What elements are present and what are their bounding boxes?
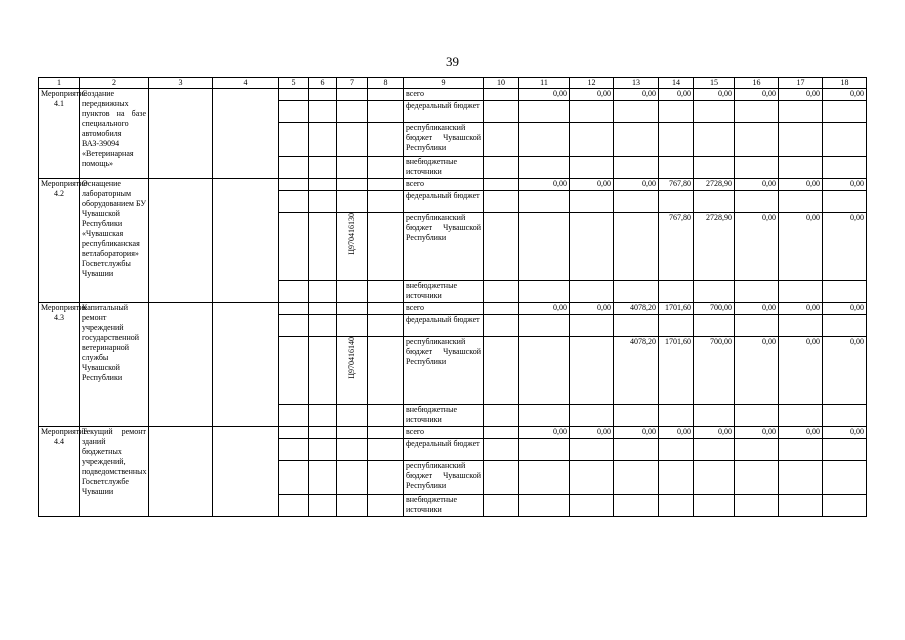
funding-source: федеральный бюджет — [404, 191, 484, 213]
amount-cell — [779, 495, 823, 517]
empty-cell — [309, 123, 337, 157]
empty-cell — [213, 427, 279, 517]
empty-cell — [368, 427, 404, 439]
empty-cell — [309, 89, 337, 101]
amount-cell — [519, 281, 570, 303]
amount-cell: 0,00 — [779, 427, 823, 439]
amount-cell: 0,00 — [519, 427, 570, 439]
empty-cell — [368, 101, 404, 123]
empty-cell — [368, 89, 404, 101]
funding-source: всего — [404, 179, 484, 191]
page-number: 39 — [446, 54, 459, 69]
amount-cell — [694, 315, 735, 337]
amount-cell — [614, 191, 659, 213]
measure-title: Капитальный ремонт учреждений государственной ветеринарной службы Чувашской Республики — [80, 303, 149, 427]
column-number: 4 — [213, 78, 279, 89]
amount-cell: 0,00 — [735, 213, 779, 281]
amount-cell — [659, 461, 694, 495]
amount-cell — [570, 191, 614, 213]
amount-cell — [694, 281, 735, 303]
amount-cell: 0,00 — [659, 427, 694, 439]
budget-code-cell — [337, 213, 368, 281]
empty-cell — [484, 179, 519, 191]
empty-cell — [279, 213, 309, 281]
amount-cell — [659, 191, 694, 213]
amount-cell: 0,00 — [735, 89, 779, 101]
amount-cell: 0,00 — [735, 427, 779, 439]
amount-cell — [570, 281, 614, 303]
amount-cell — [779, 101, 823, 123]
amount-cell — [570, 213, 614, 281]
amount-cell — [614, 495, 659, 517]
amount-cell — [659, 439, 694, 461]
amount-cell: 0,00 — [823, 303, 867, 315]
empty-cell — [309, 179, 337, 191]
amount-cell — [735, 315, 779, 337]
budget-table — [38, 77, 867, 517]
amount-cell: 0,00 — [779, 337, 823, 405]
amount-cell: 0,00 — [823, 179, 867, 191]
empty-cell — [149, 303, 213, 427]
amount-cell: 2728,90 — [694, 213, 735, 281]
funding-source: внебюджетные источники — [404, 405, 484, 427]
amount-cell — [735, 123, 779, 157]
empty-cell — [149, 89, 213, 179]
amount-cell — [519, 157, 570, 179]
column-number: 1 — [39, 78, 80, 89]
amount-cell — [779, 123, 823, 157]
measure-title: Текущий ремонт зданий бюджетных учреждений, подведомственных Госветслужбе Чувашии — [80, 427, 149, 517]
amount-cell: 0,00 — [779, 303, 823, 315]
empty-cell — [309, 461, 337, 495]
empty-cell — [279, 315, 309, 337]
empty-cell — [368, 191, 404, 213]
amount-cell — [519, 461, 570, 495]
funding-source: республиканский бюджет Чувашской Республики — [404, 461, 484, 495]
amount-cell — [735, 439, 779, 461]
empty-cell — [213, 303, 279, 427]
amount-cell — [519, 337, 570, 405]
amount-cell: 0,00 — [779, 89, 823, 101]
budget-code-cell — [337, 405, 368, 427]
column-number: 6 — [309, 78, 337, 89]
empty-cell — [279, 405, 309, 427]
amount-cell: 0,00 — [694, 89, 735, 101]
empty-cell — [484, 101, 519, 123]
empty-cell — [279, 427, 309, 439]
empty-cell — [309, 213, 337, 281]
empty-cell — [484, 315, 519, 337]
funding-source: внебюджетные источники — [404, 495, 484, 517]
empty-cell — [149, 179, 213, 303]
amount-cell — [519, 495, 570, 517]
amount-cell — [570, 495, 614, 517]
empty-cell — [368, 405, 404, 427]
amount-cell: 4078,20 — [614, 303, 659, 315]
empty-cell — [368, 213, 404, 281]
empty-cell — [279, 157, 309, 179]
funding-source: федеральный бюджет — [404, 439, 484, 461]
amount-cell — [659, 101, 694, 123]
amount-cell — [735, 157, 779, 179]
column-number: 12 — [570, 78, 614, 89]
amount-cell: 0,00 — [823, 427, 867, 439]
amount-cell — [519, 101, 570, 123]
amount-cell: 4078,20 — [614, 337, 659, 405]
empty-cell — [213, 89, 279, 179]
funding-source: всего — [404, 303, 484, 315]
measure-label: Мероприятие 4.1 — [39, 89, 80, 179]
budget-code-cell — [337, 101, 368, 123]
amount-cell: 0,00 — [519, 303, 570, 315]
empty-cell — [484, 281, 519, 303]
amount-cell — [570, 123, 614, 157]
amount-cell — [779, 157, 823, 179]
amount-cell — [694, 157, 735, 179]
amount-cell — [735, 495, 779, 517]
empty-cell — [368, 179, 404, 191]
amount-cell — [519, 439, 570, 461]
measure-title: Создание передвижных пунктов на базе специального автомобиля ВАЗ-39094 «Ветеринарная помощь» — [80, 89, 149, 179]
budget-code: Ц970416140 — [347, 337, 356, 379]
budget-code-cell — [337, 89, 368, 101]
empty-cell — [484, 89, 519, 101]
amount-cell — [659, 495, 694, 517]
amount-cell — [614, 123, 659, 157]
budget-code-cell — [337, 439, 368, 461]
empty-cell — [368, 123, 404, 157]
table-row — [39, 179, 867, 191]
empty-cell — [149, 427, 213, 517]
column-number: 16 — [735, 78, 779, 89]
amount-cell — [694, 439, 735, 461]
amount-cell — [570, 315, 614, 337]
budget-code-cell — [337, 123, 368, 157]
amount-cell: 2728,90 — [694, 179, 735, 191]
empty-cell — [484, 303, 519, 315]
budget-code-cell — [337, 179, 368, 191]
amount-cell — [519, 213, 570, 281]
empty-cell — [213, 179, 279, 303]
budget-code-cell — [337, 315, 368, 337]
amount-cell — [570, 337, 614, 405]
amount-cell — [823, 191, 867, 213]
empty-cell — [368, 337, 404, 405]
amount-cell: 0,00 — [694, 427, 735, 439]
amount-cell — [735, 191, 779, 213]
amount-cell: 0,00 — [519, 89, 570, 101]
budget-code-cell — [337, 427, 368, 439]
empty-cell — [309, 427, 337, 439]
amount-cell — [694, 495, 735, 517]
column-number: 7 — [337, 78, 368, 89]
empty-cell — [484, 495, 519, 517]
column-number: 8 — [368, 78, 404, 89]
table-row — [39, 89, 867, 101]
amount-cell: 1701,60 — [659, 303, 694, 315]
amount-cell — [694, 191, 735, 213]
empty-cell — [309, 337, 337, 405]
empty-cell — [484, 123, 519, 157]
amount-cell — [694, 101, 735, 123]
empty-cell — [309, 439, 337, 461]
amount-cell — [659, 157, 694, 179]
empty-cell — [368, 281, 404, 303]
amount-cell — [779, 405, 823, 427]
amount-cell — [570, 101, 614, 123]
amount-cell — [659, 405, 694, 427]
amount-cell: 0,00 — [570, 303, 614, 315]
funding-source: внебюджетные источники — [404, 281, 484, 303]
amount-cell: 1701,60 — [659, 337, 694, 405]
amount-cell: 0,00 — [779, 213, 823, 281]
amount-cell — [823, 495, 867, 517]
empty-cell — [309, 405, 337, 427]
amount-cell — [614, 101, 659, 123]
empty-cell — [279, 179, 309, 191]
amount-cell — [614, 281, 659, 303]
amount-cell: 767,80 — [659, 179, 694, 191]
empty-cell — [309, 303, 337, 315]
funding-source: всего — [404, 89, 484, 101]
amount-cell — [570, 461, 614, 495]
column-number: 17 — [779, 78, 823, 89]
empty-cell — [279, 101, 309, 123]
amount-cell: 0,00 — [823, 89, 867, 101]
column-number: 9 — [404, 78, 484, 89]
amount-cell: 0,00 — [519, 179, 570, 191]
amount-cell — [735, 461, 779, 495]
amount-cell — [779, 315, 823, 337]
amount-cell: 0,00 — [823, 213, 867, 281]
amount-cell — [519, 123, 570, 157]
measure-label: Мероприятие 4.2 — [39, 179, 80, 303]
column-number: 2 — [80, 78, 149, 89]
amount-cell — [519, 405, 570, 427]
amount-cell — [614, 405, 659, 427]
measure-label: Мероприятие 4.4 — [39, 427, 80, 517]
amount-cell — [694, 123, 735, 157]
empty-cell — [484, 157, 519, 179]
empty-cell — [279, 495, 309, 517]
column-number: 13 — [614, 78, 659, 89]
table-row — [39, 427, 867, 439]
budget-code: Ц970416130 — [347, 213, 356, 255]
empty-cell — [309, 157, 337, 179]
budget-code-cell — [337, 337, 368, 405]
column-number: 10 — [484, 78, 519, 89]
amount-cell — [823, 123, 867, 157]
amount-cell — [823, 439, 867, 461]
empty-cell — [279, 281, 309, 303]
empty-cell — [309, 495, 337, 517]
empty-cell — [484, 461, 519, 495]
amount-cell — [779, 191, 823, 213]
empty-cell — [309, 315, 337, 337]
amount-cell: 0,00 — [614, 427, 659, 439]
amount-cell — [519, 315, 570, 337]
empty-cell — [279, 337, 309, 405]
empty-cell — [309, 101, 337, 123]
empty-cell — [279, 123, 309, 157]
amount-cell — [694, 405, 735, 427]
amount-cell: 700,00 — [694, 337, 735, 405]
amount-cell — [735, 405, 779, 427]
empty-cell — [484, 213, 519, 281]
measure-title: Оснащение лабораторным оборудованием БУ Чувашской Республики «Чувашская республиканская ветлаборатория» Госветслужбы Чувашии — [80, 179, 149, 303]
empty-cell — [279, 439, 309, 461]
amount-cell — [614, 315, 659, 337]
empty-cell — [279, 191, 309, 213]
empty-cell — [484, 405, 519, 427]
amount-cell — [823, 315, 867, 337]
column-number-row — [39, 78, 867, 89]
column-number: 18 — [823, 78, 867, 89]
funding-source: республиканский бюджет Чувашской Республики — [404, 213, 484, 281]
amount-cell: 0,00 — [570, 179, 614, 191]
amount-cell: 0,00 — [570, 427, 614, 439]
amount-cell — [823, 157, 867, 179]
budget-code-cell — [337, 157, 368, 179]
empty-cell — [484, 427, 519, 439]
funding-source: республиканский бюджет Чувашской Республики — [404, 123, 484, 157]
funding-source: федеральный бюджет — [404, 315, 484, 337]
amount-cell — [570, 405, 614, 427]
empty-cell — [484, 439, 519, 461]
amount-cell — [779, 439, 823, 461]
empty-cell — [368, 303, 404, 315]
amount-cell — [570, 439, 614, 461]
amount-cell: 0,00 — [614, 89, 659, 101]
amount-cell — [779, 281, 823, 303]
amount-cell — [614, 461, 659, 495]
column-number: 5 — [279, 78, 309, 89]
amount-cell — [570, 157, 614, 179]
empty-cell — [368, 461, 404, 495]
measure-label: Мероприятие 4.3 — [39, 303, 80, 427]
amount-cell — [614, 213, 659, 281]
column-number: 3 — [149, 78, 213, 89]
column-number: 15 — [694, 78, 735, 89]
amount-cell — [614, 157, 659, 179]
amount-cell: 767,80 — [659, 213, 694, 281]
amount-cell — [659, 315, 694, 337]
amount-cell — [735, 281, 779, 303]
amount-cell — [659, 281, 694, 303]
budget-code-cell — [337, 495, 368, 517]
empty-cell — [484, 337, 519, 405]
empty-cell — [279, 303, 309, 315]
empty-cell — [484, 191, 519, 213]
amount-cell: 0,00 — [779, 179, 823, 191]
amount-cell: 0,00 — [614, 179, 659, 191]
funding-source: республиканский бюджет Чувашской Республики — [404, 337, 484, 405]
budget-code-cell — [337, 281, 368, 303]
budget-code-cell — [337, 191, 368, 213]
empty-cell — [309, 191, 337, 213]
empty-cell — [368, 315, 404, 337]
empty-cell — [279, 461, 309, 495]
amount-cell — [823, 405, 867, 427]
empty-cell — [368, 157, 404, 179]
amount-cell — [694, 461, 735, 495]
empty-cell — [279, 89, 309, 101]
amount-cell: 0,00 — [735, 337, 779, 405]
funding-source: внебюджетные источники — [404, 157, 484, 179]
empty-cell — [368, 439, 404, 461]
amount-cell — [735, 101, 779, 123]
funding-source: федеральный бюджет — [404, 101, 484, 123]
budget-code-cell — [337, 303, 368, 315]
amount-cell — [659, 123, 694, 157]
amount-cell — [519, 191, 570, 213]
amount-cell: 0,00 — [570, 89, 614, 101]
amount-cell: 0,00 — [659, 89, 694, 101]
amount-cell — [823, 461, 867, 495]
funding-source: всего — [404, 427, 484, 439]
amount-cell: 700,00 — [694, 303, 735, 315]
amount-cell: 0,00 — [823, 337, 867, 405]
empty-cell — [368, 495, 404, 517]
amount-cell — [823, 281, 867, 303]
amount-cell: 0,00 — [735, 179, 779, 191]
table-row — [39, 303, 867, 315]
column-number: 11 — [519, 78, 570, 89]
empty-cell — [309, 281, 337, 303]
column-number: 14 — [659, 78, 694, 89]
amount-cell: 0,00 — [735, 303, 779, 315]
amount-cell — [779, 461, 823, 495]
budget-code-cell — [337, 461, 368, 495]
amount-cell — [823, 101, 867, 123]
amount-cell — [614, 439, 659, 461]
